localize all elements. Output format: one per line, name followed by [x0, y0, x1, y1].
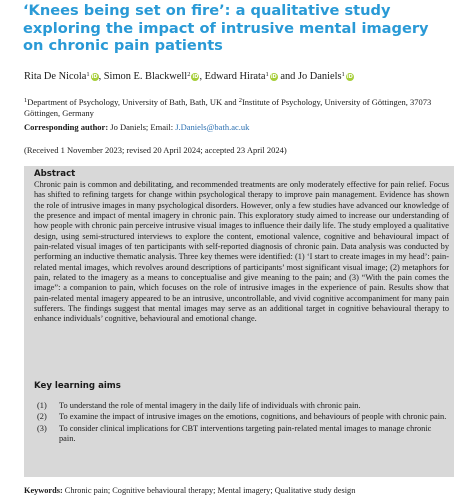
author-name[interactable]: Simon E. Blackwell [103, 71, 188, 82]
list-item-number: (1) [37, 401, 47, 410]
orcid-icon[interactable]: iD [270, 74, 277, 80]
corresponding-author-text: Jo Daniels; Email: [108, 122, 176, 132]
author-separator: and [277, 71, 298, 82]
author-affiliation-marker: 1 [86, 71, 90, 78]
author-affiliation-marker: 2 [187, 71, 191, 78]
author-list [24, 70, 454, 83]
author-separator: , [199, 71, 205, 82]
keywords-text: Chronic pain; Cognitive behavioural therapy; Mental imagery; Qualitative study design [62, 486, 356, 495]
email-link[interactable]: J.Daniels@bath.ac.uk [175, 122, 250, 132]
affiliation-marker: 2 [238, 97, 242, 104]
author-affiliation-marker: 1 [265, 71, 269, 78]
list-item [34, 401, 449, 411]
orcid-icon[interactable]: iD [192, 74, 199, 80]
corresponding-author-label: Corresponding author: [24, 122, 109, 132]
keywords-label: Keywords: [24, 486, 63, 495]
key-learning-aims-list [34, 401, 449, 445]
list-item [34, 424, 449, 445]
list-item-text: To understand the role of mental imagery in the daily life of individuals with chronic pain. [59, 401, 361, 410]
author-name[interactable]: Jo Daniels [297, 71, 342, 82]
key-learning-aims-heading: Key learning aims [34, 381, 121, 391]
abstract-text: Chronic pain is common and debilitating, and recommended treatments are only moderately effective for pain relief. Focus has shifted to refining targets for change within psychological therapy to improve pain management. Evidence has shown the role of intrusive images in many psychological disorders. However, only a few studies have advanced our knowledge of the presence and impact of mental imagery in chronic pain. This exploratory study aimed to increase our understanding of how people with chronic pain perceive intrusive visual images to influence their daily life. The study employed a qualitative design, using semi-structured interviews to explore the content, emotional valence, cognitive and behavioural impact of pain-related visual images of ten participants with self-reported diagnosis of chronic pain. Data analysis was conducted by performing an inductive thematic analysis. Three key themes were identified: (1) ‘I start to create images in my head’: pain-related mental images, which revolves around descriptions of participants’ most significant visual image; (2) metaphors for pain, related to the imagery as a means to conceptualise and give meaning to the pain; and (3) “With the pain comes the image”: a companion to pain, which focuses on the role of intrusive images in the experience of pain. Results show that pain-related mental imagery appeared to be an intrusive, uncontrollable, and vivid cognitive accompaniment for many pain sufferers. The findings suggest that mental images may serve as an additional target in cognitive behavioural therapy to enhance individuals’ cognitive, behavioural and emotional change. [34, 180, 449, 324]
author-name[interactable]: Edward Hirata [204, 71, 266, 82]
affiliation-2: Institute of Psychology, University of Göttingen, 37073 Göttingen, Germany [24, 97, 432, 118]
article-title: ‘Knees being set on fire’: a qualitative study exploring the impact of intrusive mental imagery on chronic pain patients [23, 2, 429, 55]
keywords [24, 486, 454, 497]
orcid-icon[interactable]: iD [346, 74, 353, 80]
affiliation-1: Department of Psychology, University of Bath, Bath, UK and [27, 97, 239, 107]
author-affiliation-marker: 1 [341, 71, 345, 78]
list-item [34, 412, 449, 422]
affiliation-marker: 1 [24, 97, 28, 104]
list-item-text: To consider clinical implications for CBT interventions targeting pain-related mental images to manage chronic pain. [59, 423, 432, 444]
author-name[interactable]: Rita De Nicola [24, 71, 87, 82]
list-item-number: (3) [37, 423, 47, 433]
list-item-number: (2) [37, 412, 47, 422]
affiliations [24, 97, 452, 118]
corresponding-author [24, 122, 452, 133]
author-separator: , [98, 71, 104, 82]
abstract-heading: Abstract [34, 169, 76, 179]
article-history: (Received 1 November 2023; revised 20 April 2024; accepted 23 April 2024) [24, 145, 287, 155]
list-item-text: To examine the impact of intrusive images on the emotions, cognitions, and behaviours of people with chronic pain. [59, 412, 447, 422]
orcid-icon[interactable]: iD [91, 74, 98, 80]
